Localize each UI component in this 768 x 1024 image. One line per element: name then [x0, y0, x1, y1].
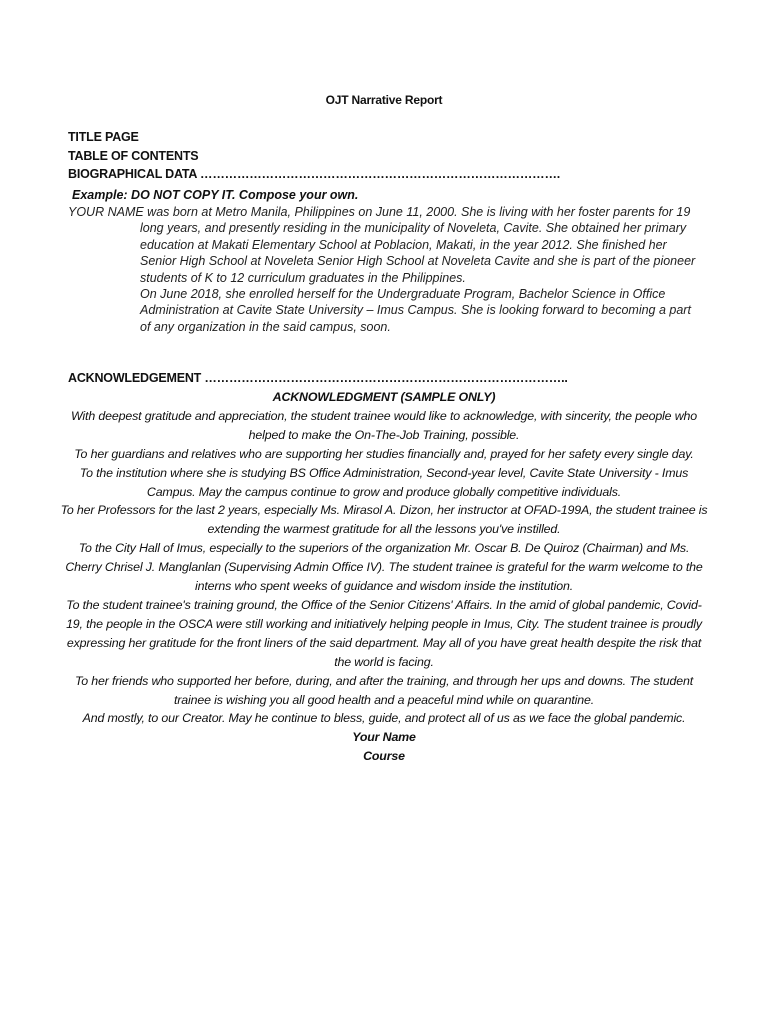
table-of-contents-list	[68, 128, 708, 184]
bio-paragraph: On June 2018, she enrolled herself for the Undergraduate Program, Bachelor Science in Office Administration at Cavite State University – Imus Campus. She is looking forward to becoming a part of any organization in the said campus, soon.	[140, 287, 691, 334]
toc-item-table-of-contents: TABLE OF CONTENTS	[68, 148, 199, 163]
acknowledgement-paragraph: To her guardians and relatives who are supporting her studies financially and, prayed for her safety every single day.	[74, 446, 694, 461]
signature-name: Your Name	[352, 730, 416, 745]
acknowledgement-paragraph: To her Professors for the last 2 years, especially Ms. Mirasol A. Dizon, her instructor at OFAD-199A, the student trainee is extending the warmest gratitude for all the lessons you've instilled.	[60, 503, 708, 537]
signature-course: Course	[363, 749, 405, 764]
example-note: Example: DO NOT COPY IT. Compose your own.	[72, 188, 359, 202]
acknowledgement-section	[60, 388, 708, 766]
biographical-data-section	[68, 186, 704, 335]
acknowledgement-paragraph: To the institution where she is studying BS Office Administration, Second-year level, Cavite State University - Imus Campus. May the campus continue to grow and produce globally competitive individuals.	[79, 465, 689, 499]
acknowledgement-heading: ACKNOWLEDGMENT (SAMPLE ONLY)	[272, 390, 496, 404]
bio-paragraph: YOUR NAME was born at Metro Manila, Philippines on June 11, 2000. She is living with her foster parents for 19 long years, and presently residing in the municipality of Noveleta, Cavite. She obtained her primary education at Makati Elementary School at Poblacion, Makati, in the year 2012. She finished her Senior High School at Noveleta Senior High School at Noveleta Cavite and she is part of the pioneer students of K to 12 curriculum graduates in the Philippines.	[68, 205, 696, 285]
acknowledgement-paragraph: To the City Hall of Imus, especially to the superiors of the organization Mr. Oscar B. De Quiroz (Chairman) and Ms. Cherry Chrisel J. Manglanlan (Supervising Admin Office IV). The student trainee is grateful for the warm welcome to the interns who spent weeks of guidance and wisdom inside the institution.	[65, 541, 703, 594]
acknowledgement-paragraph: With deepest gratitude and appreciation, the student trainee would like to acknowledge, with sincerity, the people who helped to make the On-The-Job Training, possible.	[71, 408, 697, 442]
acknowledgement-paragraph: And mostly, to our Creator. May he continue to bless, guide, and protect all of us as we face the global pandemic.	[82, 711, 686, 726]
toc-item-acknowledgement: ACKNOWLEDGEMENT ……………………………………………………………………………..	[68, 371, 568, 385]
toc-item-title-page: TITLE PAGE	[68, 130, 139, 144]
document-title: OJT Narrative Report	[325, 93, 443, 107]
acknowledgement-paragraph: To the student trainee's training ground, the Office of the Senior Citizens' Affairs. In the amid of global pandemic, Covid-19, the people in the OSCA were still working and initiatively helping people in Imus, City. The student trainee is proudly expressing her gratitude for the front liners of the said department. May all of you have great health despite the risk that the world is facing.	[66, 597, 702, 669]
acknowledgement-paragraph: To her friends who supported her before, during, and after the training, and through her ups and downs. The student trainee is wishing you all good health and a peaceful mind while on quarantine.	[74, 673, 694, 707]
toc-item-biographical-data: BIOGRAPHICAL DATA …………………………………………………………………………….	[68, 167, 561, 181]
